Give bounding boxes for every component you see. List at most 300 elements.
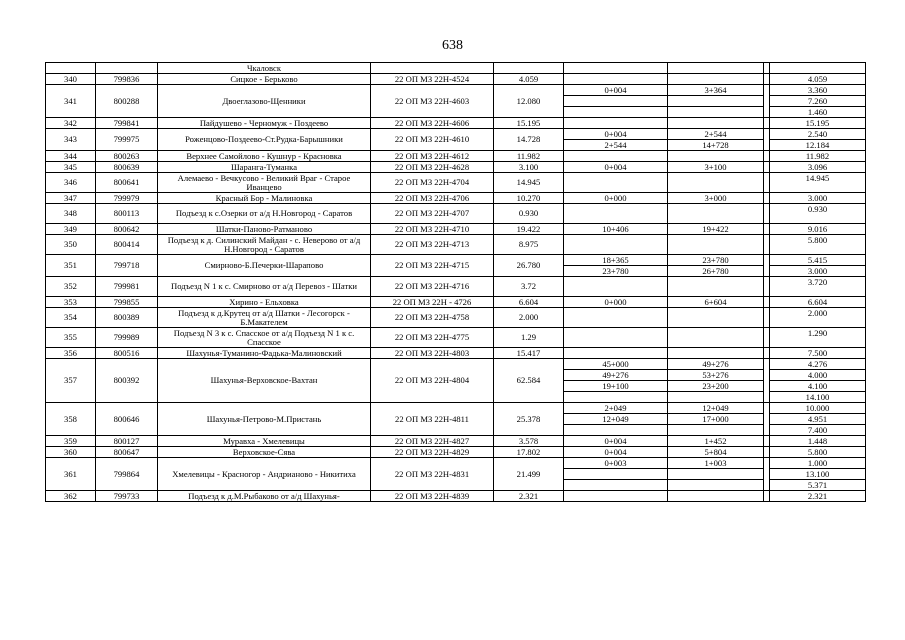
table-row: [46, 359, 866, 403]
table-row: [46, 348, 866, 359]
segment-start: [564, 107, 667, 117]
road-length: 21.499: [494, 458, 564, 491]
segment-end: [668, 107, 763, 117]
segment-length: 3.720: [807, 277, 828, 287]
road-length: 8.975: [494, 235, 564, 255]
segment-end-cell: [668, 151, 764, 162]
segment-start: 23+780: [602, 266, 629, 276]
segment-start: [564, 151, 667, 161]
road-name: Алемаево - Вечкусово - Великий Враг - Старое Иванцево: [158, 173, 371, 193]
table-row: [46, 85, 866, 118]
segment-start: [564, 392, 667, 402]
segment-length-cell: [770, 193, 866, 204]
row-number: 342: [46, 118, 96, 129]
segment-start: 12+049: [564, 414, 667, 425]
segment-end: 23+200: [668, 381, 763, 392]
road-length: 3.72: [494, 277, 564, 297]
segment-end-cell: [668, 74, 764, 85]
segment-start-cell: [564, 308, 668, 328]
segment-end-cell: [668, 235, 764, 255]
segment-length: 1.448: [807, 436, 828, 446]
row-number: 351: [46, 255, 96, 277]
road-identifier: 22 ОП МЗ 22Н-4606: [371, 118, 494, 129]
segment-length-cell: [770, 308, 866, 328]
segment-length: 5.415: [770, 255, 865, 266]
segment-end: [668, 491, 763, 501]
segment-start-cell: [564, 277, 668, 297]
road-identifier: 22 ОП МЗ 22Н-4524: [371, 74, 494, 85]
road-identifier: 22 ОП МЗ 22Н-4628: [371, 162, 494, 173]
segment-start-cell: [564, 491, 668, 502]
segment-end: 5+804: [704, 447, 727, 457]
road-length: 4.059: [494, 74, 564, 85]
segment-end-cell: [668, 118, 764, 129]
segment-length: 1.290: [807, 328, 828, 338]
segment-end-cell: [668, 277, 764, 297]
road-code: 799979: [96, 193, 158, 204]
road-length: 15.195: [494, 118, 564, 129]
road-identifier: 22 ОП МЗ 22Н-4831: [371, 458, 494, 491]
road-length: 0.930: [494, 204, 564, 224]
road-name: Верхнее Самойлово - Кушнур - Красновка: [158, 151, 371, 162]
road-identifier: 22 ОП МЗ 22Н - 4726: [371, 297, 494, 308]
segment-start-cell: [564, 235, 668, 255]
segment-end: 2+544: [668, 129, 763, 140]
segment-end: [668, 308, 763, 318]
segment-start: 0+004: [604, 436, 627, 446]
segment-end: [668, 118, 763, 128]
road-code: 800127: [96, 436, 158, 447]
road-identifier: 22 ОП МЗ 22Н-4839: [371, 491, 494, 502]
segment-start-cell: [564, 224, 668, 235]
row-number: 354: [46, 308, 96, 328]
road-name: Подъезд к д.Крутец от а/д Шатки - Лесогорск - Б.Макателем: [158, 308, 371, 328]
segment-length-cell: [770, 458, 866, 491]
road-code: 799841: [96, 118, 158, 129]
segment-length: 14.100: [805, 392, 830, 402]
road-length: 14.728: [494, 129, 564, 151]
segment-length-cell: [770, 403, 866, 436]
segment-start: [564, 328, 667, 338]
row-number: 362: [46, 491, 96, 502]
table-row: [46, 74, 866, 85]
segment-end: 26+780: [702, 266, 729, 276]
road-identifier: 22 ОП МЗ 22Н-4610: [371, 129, 494, 151]
road-length: 62.584: [494, 359, 564, 403]
table-row: [46, 297, 866, 308]
road-name: Муравха - Хмелевицы: [158, 436, 371, 447]
segment-start: 2+049: [564, 403, 667, 414]
segment-end: [668, 469, 763, 480]
road-identifier: 22 ОП МЗ 22Н-4811: [371, 403, 494, 436]
segment-end: 49+276: [668, 359, 763, 370]
segment-length-cell: [770, 235, 866, 255]
segment-start: 0+004: [604, 162, 627, 172]
road-identifier: 22 ОП МЗ 22Н-4804: [371, 359, 494, 403]
road-length: 14.945: [494, 173, 564, 193]
road-identifier: 22 ОП МЗ 22Н-4704: [371, 173, 494, 193]
road-length: 12.080: [494, 85, 564, 118]
table-row: [46, 458, 866, 491]
road-name: Шахунья-Петрово-М.Пристань: [158, 403, 371, 436]
road-length: 2.321: [494, 491, 564, 502]
segment-start: 2+544: [604, 140, 627, 150]
row-number: 357: [46, 359, 96, 403]
segment-length: 3.096: [807, 162, 828, 172]
segment-start: [564, 425, 667, 435]
table-row: [46, 193, 866, 204]
segment-length-cell: [770, 447, 866, 458]
road-length: 26.780: [494, 255, 564, 277]
segment-start-cell: [564, 458, 668, 491]
road-code: 799836: [96, 74, 158, 85]
segment-start-cell: [564, 403, 668, 436]
road-code: 799981: [96, 277, 158, 297]
road-code: 800647: [96, 447, 158, 458]
road-name: Подъезд N 1 к с. Смирново от а/д Перевоз - Шатки: [158, 277, 371, 297]
road-code: 799975: [96, 129, 158, 151]
segment-end: [668, 63, 763, 73]
segment-end: 3+100: [704, 162, 727, 172]
segment-length: 0.930: [807, 204, 828, 214]
row-number: 343: [46, 129, 96, 151]
table-row: [46, 403, 866, 436]
segment-end-cell: [668, 85, 764, 118]
segment-length: 2.540: [770, 129, 865, 140]
segment-start: [564, 235, 667, 245]
segment-end-cell: [668, 162, 764, 173]
segment-length: 7.400: [807, 425, 828, 435]
row-number: 359: [46, 436, 96, 447]
road-length: 11.982: [494, 151, 564, 162]
road-length: 17.802: [494, 447, 564, 458]
road-identifier: 22 ОП МЗ 22Н-4603: [371, 85, 494, 118]
segment-start: [564, 277, 667, 287]
segment-start-cell: [564, 74, 668, 85]
road-code: 800646: [96, 403, 158, 436]
segment-length-cell: [770, 151, 866, 162]
road-identifier: 22 ОП МЗ 22Н-4715: [371, 255, 494, 277]
segment-end-cell: [668, 447, 764, 458]
row-number: 346: [46, 173, 96, 193]
page-number: 638: [442, 38, 463, 53]
row-number: [46, 63, 96, 74]
segment-start-cell: [564, 328, 668, 348]
road-name: Сицкое - Берьково: [158, 74, 371, 85]
segment-length: 4.059: [807, 74, 828, 84]
segment-length: 4.951: [770, 414, 865, 425]
row-number: 340: [46, 74, 96, 85]
segment-length-cell: [770, 173, 866, 193]
segment-end-cell: [668, 348, 764, 359]
road-name: Подъезд к с.Озерки от а/д Н.Новгород - Саратов: [158, 204, 371, 224]
row-number: 356: [46, 348, 96, 359]
segment-end-cell: [668, 403, 764, 436]
segment-start: [564, 63, 667, 73]
segment-end: [668, 151, 763, 161]
road-name: Роженцово-Поздеево-Ст.Рудка-Барышники: [158, 129, 371, 151]
segment-length-cell: [770, 129, 866, 151]
segment-start: 0+000: [604, 193, 627, 203]
segment-start: 0+004: [564, 85, 667, 96]
road-name: Пайдушево - Черномуж - Поздеево: [158, 118, 371, 129]
table-row: [46, 151, 866, 162]
road-identifier: 22 ОП МЗ 22Н-4829: [371, 447, 494, 458]
road-name: Подъезд к д.М.Рыбаково от а/д Шахунья-: [158, 491, 371, 502]
segment-start: [564, 469, 667, 480]
segment-end-cell: [668, 63, 764, 74]
row-number: 358: [46, 403, 96, 436]
segment-start: 0+004: [564, 129, 667, 140]
segment-end: [668, 173, 763, 183]
segment-start: 45+000: [564, 359, 667, 370]
segment-length: 3.000: [807, 193, 828, 203]
segment-end: [668, 392, 763, 402]
segment-length-cell: [770, 328, 866, 348]
table-row: [46, 118, 866, 129]
table-row: [46, 491, 866, 502]
road-registry-table: [45, 62, 866, 502]
table-row: [46, 63, 866, 74]
road-identifier: 22 ОП МЗ 22Н-4706: [371, 193, 494, 204]
table-row: [46, 277, 866, 297]
segment-length-cell: [770, 277, 866, 297]
segment-start-cell: [564, 118, 668, 129]
segment-length: 9.016: [807, 224, 828, 234]
table-row: [46, 328, 866, 348]
segment-end: 14+728: [702, 140, 729, 150]
road-length: 3.578: [494, 436, 564, 447]
row-number: 344: [46, 151, 96, 162]
segment-length: 3.360: [770, 85, 865, 96]
row-number: 347: [46, 193, 96, 204]
road-code: 800642: [96, 224, 158, 235]
road-code: 799864: [96, 458, 158, 491]
segment-end-cell: [668, 204, 764, 224]
segment-length-cell: [770, 63, 866, 74]
segment-start-cell: [564, 129, 668, 151]
segment-length: 15.195: [805, 118, 830, 128]
road-identifier: 22 ОП МЗ 22Н-4775: [371, 328, 494, 348]
segment-end: [668, 348, 763, 358]
segment-start: [564, 491, 667, 501]
segment-length: 5.371: [807, 480, 828, 490]
segment-start-cell: [564, 255, 668, 277]
segment-start: 49+276: [564, 370, 667, 381]
segment-end: 3+000: [704, 193, 727, 203]
segment-length-cell: [770, 297, 866, 308]
segment-end: 12+049: [668, 403, 763, 414]
segment-start: [564, 118, 667, 128]
road-code: 800263: [96, 151, 158, 162]
segment-start-cell: [564, 63, 668, 74]
segment-start-cell: [564, 359, 668, 403]
segment-length: 3.000: [807, 266, 828, 276]
segment-end-cell: [668, 308, 764, 328]
row-number: 341: [46, 85, 96, 118]
segment-length: 4.276: [770, 359, 865, 370]
segment-end-cell: [668, 328, 764, 348]
segment-start: [564, 74, 667, 84]
segment-start: 0+003: [564, 458, 667, 469]
table-row: [46, 173, 866, 193]
road-name: Шаранга-Туманка: [158, 162, 371, 173]
road-name: Шахунья-Верховское-Вахтан: [158, 359, 371, 403]
row-number: 361: [46, 458, 96, 491]
segment-length: 2.000: [807, 308, 828, 318]
segment-end: [668, 204, 763, 214]
road-length: 25.378: [494, 403, 564, 436]
road-code: 799989: [96, 328, 158, 348]
segment-end-cell: [668, 491, 764, 502]
segment-start: [564, 96, 667, 107]
road-name: Двоеглазово-Щенники: [158, 85, 371, 118]
segment-length: 5.800: [807, 447, 828, 457]
road-identifier: 22 ОП МЗ 22Н-4716: [371, 277, 494, 297]
road-length: 10.270: [494, 193, 564, 204]
segment-length-cell: [770, 359, 866, 403]
segment-start-cell: [564, 447, 668, 458]
road-code: 800414: [96, 235, 158, 255]
segment-length: 13.100: [770, 469, 865, 480]
segment-length: 10.000: [770, 403, 865, 414]
road-name: Верховское-Сява: [158, 447, 371, 458]
segment-end-cell: [668, 359, 764, 403]
segment-start-cell: [564, 297, 668, 308]
segment-start: 18+365: [564, 255, 667, 266]
road-code: 800639: [96, 162, 158, 173]
row-number: 355: [46, 328, 96, 348]
segment-end-cell: [668, 193, 764, 204]
segment-length-cell: [770, 491, 866, 502]
road-name: Хмелевицы - Красногор - Андрианово - Никитиха: [158, 458, 371, 491]
road-length: 6.604: [494, 297, 564, 308]
segment-end: 6+604: [704, 297, 727, 307]
row-number: 352: [46, 277, 96, 297]
table-row: [46, 224, 866, 235]
table-row: [46, 162, 866, 173]
segment-end: 3+364: [668, 85, 763, 96]
road-length: 1.29: [494, 328, 564, 348]
table-row: [46, 235, 866, 255]
road-code: [96, 63, 158, 74]
segment-end-cell: [668, 129, 764, 151]
table-row: [46, 447, 866, 458]
segment-start-cell: [564, 85, 668, 118]
segment-start: 0+000: [604, 297, 627, 307]
segment-length: 4.000: [770, 370, 865, 381]
segment-start-cell: [564, 204, 668, 224]
road-code: 799855: [96, 297, 158, 308]
segment-end: 19+422: [702, 224, 729, 234]
road-code: 799718: [96, 255, 158, 277]
segment-end: [668, 425, 763, 435]
segment-start-cell: [564, 151, 668, 162]
segment-length-cell: [770, 224, 866, 235]
road-code: 799733: [96, 491, 158, 502]
road-length: 19.422: [494, 224, 564, 235]
road-identifier: 22 ОП МЗ 22Н-4612: [371, 151, 494, 162]
segment-length: 7.500: [807, 348, 828, 358]
segment-length: 1.460: [807, 107, 828, 117]
segment-length: 14.945: [805, 173, 830, 183]
segment-length-cell: [770, 74, 866, 85]
road-code: 800392: [96, 359, 158, 403]
table-row: [46, 204, 866, 224]
table-row: [46, 308, 866, 328]
table-row: [46, 255, 866, 277]
road-code: 800113: [96, 204, 158, 224]
segment-end-cell: [668, 173, 764, 193]
road-identifier: 22 ОП МЗ 22Н-4707: [371, 204, 494, 224]
row-number: 348: [46, 204, 96, 224]
segment-end: 1+452: [704, 436, 727, 446]
segment-length: 7.260: [770, 96, 865, 107]
segment-start-cell: [564, 162, 668, 173]
row-number: 345: [46, 162, 96, 173]
segment-end: [668, 480, 763, 490]
segment-start-cell: [564, 436, 668, 447]
segment-length-cell: [770, 436, 866, 447]
road-length: 2.000: [494, 308, 564, 328]
road-code: 800641: [96, 173, 158, 193]
road-name: Подъезд N 3 к с. Спасское от а/д Подъезд N 1 к с. Спасское: [158, 328, 371, 348]
segment-length-cell: [770, 204, 866, 224]
segment-end: 17+000: [668, 414, 763, 425]
road-identifier: 22 ОП МЗ 22Н-4758: [371, 308, 494, 328]
road-code: 800516: [96, 348, 158, 359]
segment-length: 4.100: [770, 381, 865, 392]
road-length: 15.417: [494, 348, 564, 359]
row-number: 353: [46, 297, 96, 308]
segment-end: [668, 328, 763, 338]
road-identifier: 22 ОП МЗ 22Н-4803: [371, 348, 494, 359]
segment-end: [668, 74, 763, 84]
segment-end-cell: [668, 458, 764, 491]
segment-length: 2.321: [807, 491, 828, 501]
row-number: 350: [46, 235, 96, 255]
segment-length-cell: [770, 348, 866, 359]
segment-start: 19+100: [564, 381, 667, 392]
road-identifier: [371, 63, 494, 74]
road-name: Чкаловск: [158, 63, 371, 74]
road-identifier: 22 ОП МЗ 22Н-4713: [371, 235, 494, 255]
road-length: [494, 63, 564, 74]
table-row: [46, 436, 866, 447]
row-number: 360: [46, 447, 96, 458]
segment-length-cell: [770, 85, 866, 118]
segment-start-cell: [564, 348, 668, 359]
row-number: 349: [46, 224, 96, 235]
road-code: 800288: [96, 85, 158, 118]
segment-length: 6.604: [807, 297, 828, 307]
segment-length: [770, 63, 865, 73]
segment-end: [668, 96, 763, 107]
segment-end-cell: [668, 255, 764, 277]
segment-start: [564, 173, 667, 183]
road-length: 3.100: [494, 162, 564, 173]
segment-end: 53+276: [668, 370, 763, 381]
segment-start: 0+004: [604, 447, 627, 457]
road-name: Смирново-Б.Печерки-Шарапово: [158, 255, 371, 277]
segment-length: 11.982: [805, 151, 830, 161]
segment-end-cell: [668, 436, 764, 447]
segment-length-cell: [770, 255, 866, 277]
segment-start: [564, 480, 667, 490]
segment-end: 1+003: [668, 458, 763, 469]
segment-length: 12.184: [805, 140, 830, 150]
road-name: Шатки-Паново-Ратманово: [158, 224, 371, 235]
